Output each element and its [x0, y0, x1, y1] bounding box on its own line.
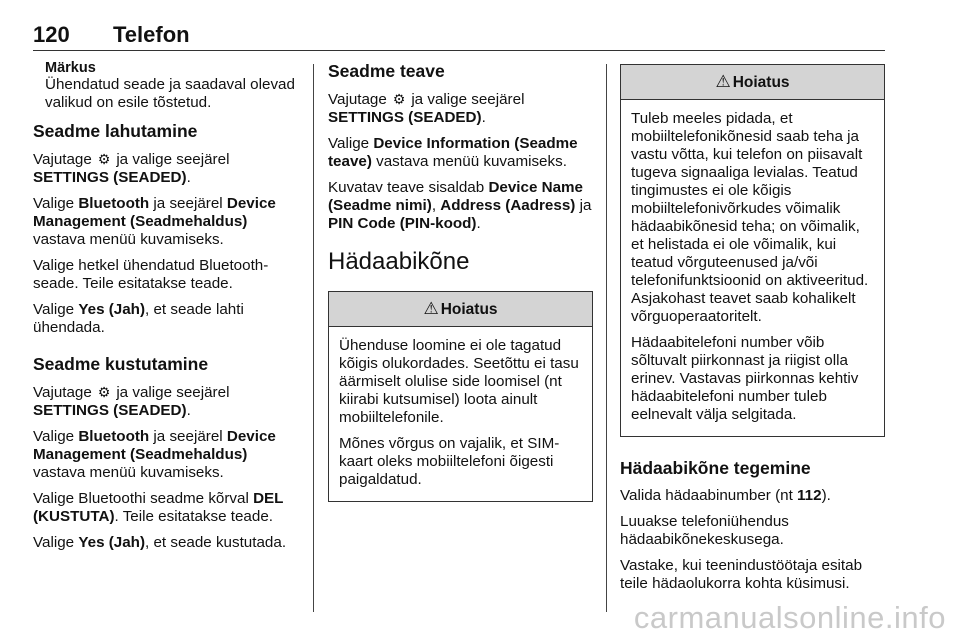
gear-icon: ⚙ [97, 151, 111, 167]
text: ja seejärel [153, 428, 223, 445]
text: Valige [33, 534, 75, 551]
warning-header [621, 65, 884, 100]
text: ja valige seejärel [116, 384, 230, 401]
menu-label: SETTINGS (SEADED) [33, 169, 187, 186]
paragraph: Vastake, kui teenindustöötaja esitab teile hädaolukorra kohta küsimusi. [620, 557, 863, 592]
note-body: Ühendatud seade ja saadaval olevad valikud on esile tõstetud. [45, 76, 295, 111]
column-3 [620, 60, 885, 601]
section-heading-disconnect: Seadme lahutamine [33, 121, 198, 141]
warning-body [621, 100, 884, 436]
text: . [481, 109, 486, 126]
warning-title: Hoiatus [732, 74, 790, 91]
warning-title: Hoiatus [440, 301, 498, 318]
warning-icon: ⚠ [423, 299, 439, 318]
gear-icon: ⚙ [97, 384, 111, 400]
warning-box [620, 64, 885, 437]
menu-label: SETTINGS (SEADED) [33, 402, 187, 419]
paragraph [33, 428, 303, 482]
paragraph [328, 135, 593, 171]
text: Valige [33, 301, 75, 318]
paragraph [328, 90, 593, 127]
chapter-heading: Hädaabikõne [328, 248, 470, 275]
warning-icon: ⚠ [715, 72, 731, 91]
text: Valida hädaabinumber (nt [620, 487, 793, 504]
page-title: Telefon [113, 22, 190, 47]
menu-label: Yes (Jah) [78, 534, 146, 551]
menu-label: Bluetooth [78, 428, 150, 445]
text: . [186, 169, 191, 186]
menu-label: Address (Aadress) [440, 197, 576, 214]
paragraph [33, 490, 303, 526]
column-1 [33, 60, 303, 560]
paragraph [33, 150, 303, 187]
paragraph: Valige hetkel ühendatud Bluetooth-seade. Teile esitatakse teade. [33, 257, 269, 292]
menu-label: SETTINGS (SEADED) [328, 109, 482, 126]
column-divider [313, 64, 314, 612]
text: Valige [33, 195, 75, 212]
text: . Teile esitatakse teade. [114, 508, 273, 525]
menu-label: Device Name (Seadme nimi) [328, 179, 583, 214]
paragraph: Luuakse telefoniühendus hädaabikõnekeskusega. [620, 513, 789, 548]
menu-label: Device Management (Seadmehaldus) [33, 195, 276, 230]
text: , et seade lahti ühendada. [33, 301, 244, 336]
paragraph [33, 195, 303, 249]
section-heading-emergency-call: Hädaabikõne tegemine [620, 458, 811, 478]
paragraph [620, 487, 885, 505]
warning-paragraph: Mõnes võrgus on vajalik, et SIM-kaart oleks mobiiltelefoni õigesti paigaldatud. [339, 435, 560, 488]
menu-label: Yes (Jah) [78, 301, 146, 318]
text: vastava menüü kuvamiseks. [33, 231, 224, 248]
text: Vajutage [33, 151, 92, 168]
watermark: carmanualsonline.info [633, 600, 946, 635]
text: vastava menüü kuvamiseks. [376, 153, 567, 170]
note-title: Märkus [45, 60, 96, 76]
menu-label: Device Information (Seadme teave) [328, 135, 578, 170]
menu-label: PIN Code (PIN-kood) [328, 215, 477, 232]
warning-paragraph: Ühenduse loomine ei ole tagatud kõigis olukordades. Seetõttu ei tasu äärmiselt olulise side loomisel (nt kiirabi kutsumisel) loota ainult mobiiltelefonile. [339, 337, 579, 426]
text: . [186, 402, 191, 419]
paragraph [33, 301, 303, 337]
text: ). [821, 487, 831, 504]
menu-label: DEL (KUSTUTA) [33, 490, 284, 525]
section-heading-delete: Seadme kustutamine [33, 354, 209, 374]
text: ja valige seejärel [411, 91, 525, 108]
text: ja [579, 197, 592, 214]
column-divider [606, 64, 607, 612]
warning-paragraph: Hädaabitelefoni number võib sõltuvalt piirkonnast ja riigist olla erinev. Vastavas piirkonnas kehtiv hädaabitelefoni number tuleb eelnevalt välja selgitada. [631, 334, 859, 423]
emergency-number: 112 [797, 487, 822, 504]
menu-label: Bluetooth [78, 195, 150, 212]
text: Valige Bluetoothi seadme kõrval [33, 490, 249, 507]
menu-label: Device Management (Seadmehaldus) [33, 428, 276, 463]
note-box [45, 60, 303, 112]
text: , [431, 197, 437, 214]
page-header [33, 22, 885, 51]
text: Valige [33, 428, 75, 445]
warning-header [329, 292, 592, 327]
warning-body [329, 327, 592, 501]
text: vastava menüü kuvamiseks. [33, 464, 224, 481]
text: Kuvatav teave sisaldab [328, 179, 485, 196]
text: ja seejärel [153, 195, 223, 212]
text: ja valige seejärel [116, 151, 230, 168]
text: , et seade kustutada. [145, 534, 287, 551]
page-number: 120 [33, 22, 70, 47]
warning-box [328, 291, 593, 502]
text: Valige [328, 135, 370, 152]
warning-paragraph: Tuleb meeles pidada, et mobiiltelefonikõnesid saab teha ja vastu võtta, kui telefon on piisavalt tugeva signaaliga levialas. Teatud tingimustes ei ole kõigis mobiiltelefonivõrkudes võimalik hädaabikõnesid teha; on võimalik, et helistada ei ole võimalik, kui teatud võrguteenused ja/või telefonifunktsioonid on aktiveeritud. Asjakohast teavet saab kohalikelt võrguoperaatoritelt. [631, 110, 869, 325]
gear-icon: ⚙ [392, 91, 406, 107]
column-2 [328, 60, 593, 502]
text: Vajutage [328, 91, 387, 108]
text: . [476, 215, 481, 232]
paragraph [33, 383, 303, 420]
paragraph [328, 179, 593, 233]
section-heading-device-info: Seadme teave [328, 61, 445, 81]
text: Vajutage [33, 384, 92, 401]
paragraph [33, 534, 303, 552]
